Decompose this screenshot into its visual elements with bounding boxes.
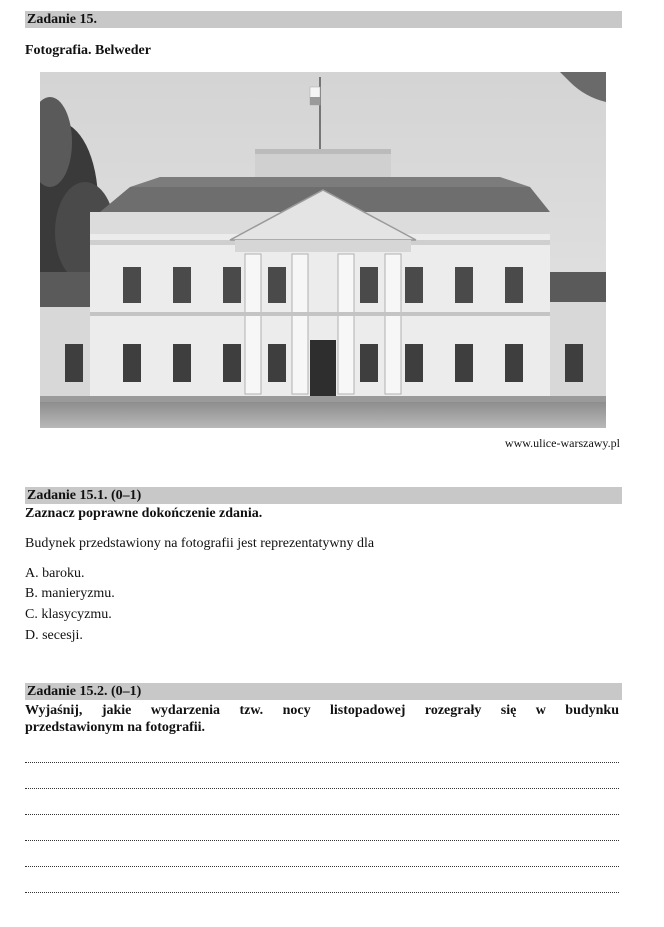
q1-header: Zadanie 15.1. (0–1) (27, 488, 142, 503)
answer-line[interactable] (25, 866, 619, 867)
answer-line[interactable] (25, 788, 619, 789)
task-header: Zadanie 15. (27, 12, 98, 27)
option-c[interactable]: C. klasycyzmu. (25, 607, 112, 622)
task-header-bar (25, 11, 622, 28)
answer-line[interactable] (25, 814, 619, 815)
q2-instruction-line2: przedstawionym na fotografii. (25, 720, 206, 735)
q2-instruction-line1: Wyjaśnij, jakie wydarzenia tzw. nocy listopadowej rozegrały się w budynku (25, 703, 619, 718)
q2-header-bar (25, 683, 622, 700)
q1-header-bar (25, 487, 622, 504)
q1-sentence: Budynek przedstawiony na fotografii jest reprezentatywny dla (25, 536, 375, 551)
answer-line[interactable] (25, 892, 619, 893)
photo-credit: www.ulice-warszawy.pl (504, 436, 620, 450)
photo-caption: Fotografia. Belweder (25, 43, 151, 58)
option-d[interactable]: D. secesji. (25, 628, 83, 643)
q2-header: Zadanie 15.2. (0–1) (27, 684, 142, 699)
answer-line[interactable] (25, 840, 619, 841)
answer-line[interactable] (25, 762, 619, 763)
option-a[interactable]: A. baroku. (25, 566, 85, 581)
option-b[interactable]: B. manieryzmu. (25, 586, 115, 601)
q1-instruction: Zaznacz poprawne dokończenie zdania. (25, 506, 263, 521)
belweder-photo (40, 72, 606, 428)
